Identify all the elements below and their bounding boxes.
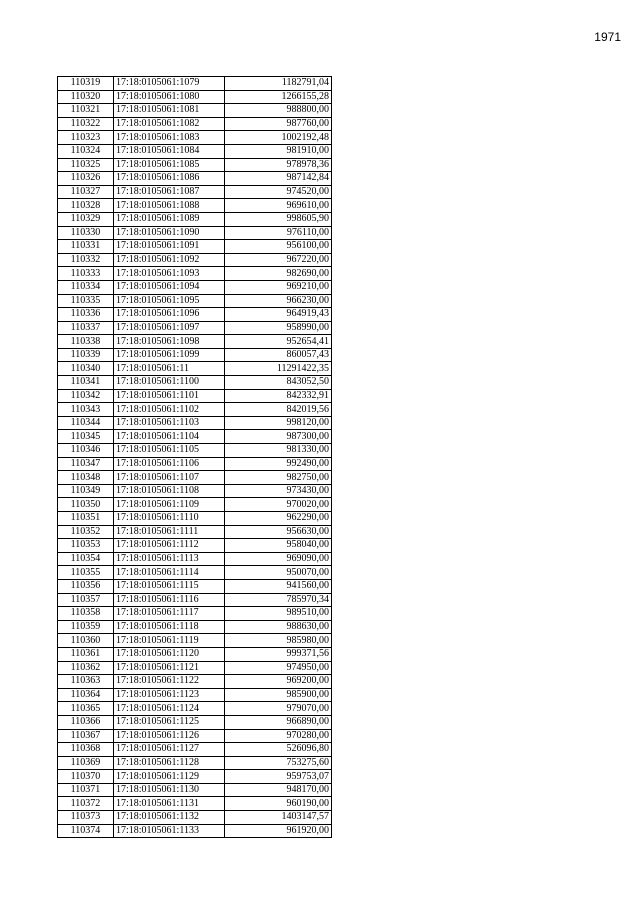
- row-id-cell: 110347: [58, 457, 114, 471]
- row-id-cell: 110322: [58, 117, 114, 131]
- cadastral-number-cell: 17:18:0105061:1105: [114, 444, 225, 458]
- row-id-cell: 110369: [58, 756, 114, 770]
- table-row: [58, 471, 332, 485]
- table-row: [58, 199, 332, 213]
- table-row: [58, 715, 332, 729]
- data-table: [57, 76, 332, 838]
- table-row: [58, 593, 332, 607]
- cadastral-number-cell: 17:18:0105061:1080: [114, 90, 225, 104]
- value-cell: 974520,00: [225, 185, 332, 199]
- cadastral-number-cell: 17:18:0105061:1124: [114, 702, 225, 716]
- cadastral-number-cell: 17:18:0105061:1087: [114, 185, 225, 199]
- row-id-cell: 110358: [58, 607, 114, 621]
- cadastral-number-cell: 17:18:0105061:1085: [114, 158, 225, 172]
- row-id-cell: 110359: [58, 620, 114, 634]
- row-id-cell: 110350: [58, 498, 114, 512]
- table-row: [58, 634, 332, 648]
- table-row: [58, 498, 332, 512]
- table-row: [58, 185, 332, 199]
- row-id-cell: 110333: [58, 267, 114, 281]
- row-id-cell: 110345: [58, 430, 114, 444]
- value-cell: 956630,00: [225, 525, 332, 539]
- table-row: [58, 743, 332, 757]
- cadastral-number-cell: 17:18:0105061:1098: [114, 335, 225, 349]
- value-cell: 970280,00: [225, 729, 332, 743]
- value-cell: 959753,07: [225, 770, 332, 784]
- value-cell: 976110,00: [225, 226, 332, 240]
- row-id-cell: 110320: [58, 90, 114, 104]
- row-id-cell: 110346: [58, 444, 114, 458]
- value-cell: 1403147,57: [225, 811, 332, 825]
- row-id-cell: 110363: [58, 675, 114, 689]
- value-cell: 960190,00: [225, 797, 332, 811]
- table-row: [58, 444, 332, 458]
- cadastral-number-cell: 17:18:0105061:1109: [114, 498, 225, 512]
- table-row: [58, 158, 332, 172]
- table-row: [58, 131, 332, 145]
- table-row: [58, 770, 332, 784]
- value-cell: 987142,84: [225, 172, 332, 186]
- row-id-cell: 110355: [58, 566, 114, 580]
- value-cell: 1266155,28: [225, 90, 332, 104]
- row-id-cell: 110370: [58, 770, 114, 784]
- row-id-cell: 110366: [58, 715, 114, 729]
- row-id-cell: 110342: [58, 389, 114, 403]
- row-id-cell: 110339: [58, 348, 114, 362]
- value-cell: 964919,43: [225, 308, 332, 322]
- cadastral-number-cell: 17:18:0105061:1093: [114, 267, 225, 281]
- value-cell: 1182791,04: [225, 77, 332, 91]
- value-cell: 982750,00: [225, 471, 332, 485]
- table-body: [58, 77, 332, 838]
- value-cell: 966230,00: [225, 294, 332, 308]
- cadastral-number-cell: 17:18:0105061:1104: [114, 430, 225, 444]
- row-id-cell: 110321: [58, 104, 114, 118]
- table-row: [58, 797, 332, 811]
- value-cell: 966890,00: [225, 715, 332, 729]
- value-cell: 967220,00: [225, 253, 332, 267]
- table-row: [58, 144, 332, 158]
- value-cell: 970020,00: [225, 498, 332, 512]
- cadastral-number-cell: 17:18:0105061:1106: [114, 457, 225, 471]
- value-cell: 11291422,35: [225, 362, 332, 376]
- row-id-cell: 110343: [58, 403, 114, 417]
- row-id-cell: 110361: [58, 647, 114, 661]
- value-cell: 988630,00: [225, 620, 332, 634]
- table-row: [58, 77, 332, 91]
- table-row: [58, 267, 332, 281]
- value-cell: 974950,00: [225, 661, 332, 675]
- table-row: [58, 824, 332, 838]
- value-cell: 989510,00: [225, 607, 332, 621]
- cadastral-number-cell: 17:18:0105061:1123: [114, 688, 225, 702]
- row-id-cell: 110360: [58, 634, 114, 648]
- row-id-cell: 110371: [58, 783, 114, 797]
- table-row: [58, 104, 332, 118]
- cadastral-number-cell: 17:18:0105061:1097: [114, 321, 225, 335]
- row-id-cell: 110351: [58, 512, 114, 526]
- row-id-cell: 110327: [58, 185, 114, 199]
- table-row: [58, 620, 332, 634]
- cadastral-number-cell: 17:18:0105061:1102: [114, 403, 225, 417]
- value-cell: 950070,00: [225, 566, 332, 580]
- value-cell: 988800,00: [225, 104, 332, 118]
- row-id-cell: 110348: [58, 471, 114, 485]
- row-id-cell: 110367: [58, 729, 114, 743]
- value-cell: 843052,50: [225, 376, 332, 390]
- value-cell: 962290,00: [225, 512, 332, 526]
- cadastral-number-cell: 17:18:0105061:1100: [114, 376, 225, 390]
- value-cell: 958040,00: [225, 539, 332, 553]
- value-cell: 842019,56: [225, 403, 332, 417]
- table-row: [58, 811, 332, 825]
- table-row: [58, 253, 332, 267]
- cadastral-number-cell: 17:18:0105061:1108: [114, 484, 225, 498]
- cadastral-number-cell: 17:18:0105061:1118: [114, 620, 225, 634]
- cadastral-number-cell: 17:18:0105061:1125: [114, 715, 225, 729]
- table-row: [58, 661, 332, 675]
- row-id-cell: 110372: [58, 797, 114, 811]
- table-row: [58, 240, 332, 254]
- table-row: [58, 362, 332, 376]
- table-row: [58, 539, 332, 553]
- cadastral-number-cell: 17:18:0105061:1112: [114, 539, 225, 553]
- value-cell: 753275,60: [225, 756, 332, 770]
- cadastral-number-cell: 17:18:0105061:1115: [114, 579, 225, 593]
- value-cell: 969200,00: [225, 675, 332, 689]
- row-id-cell: 110332: [58, 253, 114, 267]
- table-row: [58, 647, 332, 661]
- row-id-cell: 110352: [58, 525, 114, 539]
- page-number: 1971: [594, 30, 621, 44]
- table-row: [58, 607, 332, 621]
- cadastral-number-cell: 17:18:0105061:1129: [114, 770, 225, 784]
- row-id-cell: 110340: [58, 362, 114, 376]
- value-cell: 526096,80: [225, 743, 332, 757]
- row-id-cell: 110323: [58, 131, 114, 145]
- cadastral-number-cell: 17:18:0105061:1127: [114, 743, 225, 757]
- row-id-cell: 110337: [58, 321, 114, 335]
- row-id-cell: 110354: [58, 552, 114, 566]
- table-row: [58, 579, 332, 593]
- cadastral-number-cell: 17:18:0105061:1086: [114, 172, 225, 186]
- table-row: [58, 90, 332, 104]
- row-id-cell: 110330: [58, 226, 114, 240]
- row-id-cell: 110325: [58, 158, 114, 172]
- table-row: [58, 389, 332, 403]
- value-cell: 979070,00: [225, 702, 332, 716]
- row-id-cell: 110335: [58, 294, 114, 308]
- row-id-cell: 110341: [58, 376, 114, 390]
- row-id-cell: 110365: [58, 702, 114, 716]
- value-cell: 998120,00: [225, 416, 332, 430]
- cadastral-number-cell: 17:18:0105061:1113: [114, 552, 225, 566]
- cadastral-number-cell: 17:18:0105061:1121: [114, 661, 225, 675]
- cadastral-number-cell: 17:18:0105061:11: [114, 362, 225, 376]
- cadastral-number-cell: 17:18:0105061:1116: [114, 593, 225, 607]
- table-row: [58, 783, 332, 797]
- cadastral-number-cell: 17:18:0105061:1088: [114, 199, 225, 213]
- cadastral-number-cell: 17:18:0105061:1114: [114, 566, 225, 580]
- cadastral-number-cell: 17:18:0105061:1083: [114, 131, 225, 145]
- row-id-cell: 110326: [58, 172, 114, 186]
- row-id-cell: 110324: [58, 144, 114, 158]
- value-cell: 785970,34: [225, 593, 332, 607]
- table-row: [58, 566, 332, 580]
- row-id-cell: 110329: [58, 212, 114, 226]
- table-row: [58, 552, 332, 566]
- table-row: [58, 348, 332, 362]
- cadastral-number-cell: 17:18:0105061:1122: [114, 675, 225, 689]
- value-cell: 969210,00: [225, 280, 332, 294]
- cadastral-number-cell: 17:18:0105061:1090: [114, 226, 225, 240]
- table-row: [58, 376, 332, 390]
- value-cell: 978978,36: [225, 158, 332, 172]
- cadastral-number-cell: 17:18:0105061:1103: [114, 416, 225, 430]
- row-id-cell: 110364: [58, 688, 114, 702]
- cadastral-number-cell: 17:18:0105061:1117: [114, 607, 225, 621]
- table-row: [58, 756, 332, 770]
- row-id-cell: 110334: [58, 280, 114, 294]
- value-cell: 973430,00: [225, 484, 332, 498]
- value-cell: 961920,00: [225, 824, 332, 838]
- value-cell: 941560,00: [225, 579, 332, 593]
- row-id-cell: 110344: [58, 416, 114, 430]
- table-row: [58, 729, 332, 743]
- value-cell: 958990,00: [225, 321, 332, 335]
- cadastral-number-cell: 17:18:0105061:1126: [114, 729, 225, 743]
- cadastral-number-cell: 17:18:0105061:1082: [114, 117, 225, 131]
- cadastral-number-cell: 17:18:0105061:1111: [114, 525, 225, 539]
- value-cell: 981910,00: [225, 144, 332, 158]
- cadastral-number-cell: 17:18:0105061:1096: [114, 308, 225, 322]
- value-cell: 987300,00: [225, 430, 332, 444]
- cadastral-number-cell: 17:18:0105061:1132: [114, 811, 225, 825]
- value-cell: 969610,00: [225, 199, 332, 213]
- cadastral-number-cell: 17:18:0105061:1101: [114, 389, 225, 403]
- row-id-cell: 110374: [58, 824, 114, 838]
- value-cell: 985900,00: [225, 688, 332, 702]
- table-row: [58, 525, 332, 539]
- row-id-cell: 110373: [58, 811, 114, 825]
- value-cell: 969090,00: [225, 552, 332, 566]
- cadastral-number-cell: 17:18:0105061:1079: [114, 77, 225, 91]
- value-cell: 992490,00: [225, 457, 332, 471]
- value-cell: 842332,91: [225, 389, 332, 403]
- table-row: [58, 280, 332, 294]
- table-row: [58, 512, 332, 526]
- value-cell: 952654,41: [225, 335, 332, 349]
- table-row: [58, 117, 332, 131]
- value-cell: 981330,00: [225, 444, 332, 458]
- row-id-cell: 110368: [58, 743, 114, 757]
- row-id-cell: 110362: [58, 661, 114, 675]
- row-id-cell: 110319: [58, 77, 114, 91]
- cadastral-number-cell: 17:18:0105061:1092: [114, 253, 225, 267]
- value-cell: 985980,00: [225, 634, 332, 648]
- row-id-cell: 110336: [58, 308, 114, 322]
- table-row: [58, 675, 332, 689]
- value-cell: 999371,56: [225, 647, 332, 661]
- row-id-cell: 110331: [58, 240, 114, 254]
- cadastral-number-cell: 17:18:0105061:1131: [114, 797, 225, 811]
- cadastral-number-cell: 17:18:0105061:1130: [114, 783, 225, 797]
- value-cell: 956100,00: [225, 240, 332, 254]
- cadastral-number-cell: 17:18:0105061:1133: [114, 824, 225, 838]
- cadastral-number-cell: 17:18:0105061:1094: [114, 280, 225, 294]
- cadastral-number-cell: 17:18:0105061:1084: [114, 144, 225, 158]
- row-id-cell: 110356: [58, 579, 114, 593]
- table-row: [58, 212, 332, 226]
- table-row: [58, 403, 332, 417]
- table-row: [58, 457, 332, 471]
- cadastral-number-cell: 17:18:0105061:1107: [114, 471, 225, 485]
- row-id-cell: 110328: [58, 199, 114, 213]
- cadastral-number-cell: 17:18:0105061:1091: [114, 240, 225, 254]
- cadastral-number-cell: 17:18:0105061:1110: [114, 512, 225, 526]
- value-cell: 1002192,48: [225, 131, 332, 145]
- table-row: [58, 335, 332, 349]
- cadastral-number-cell: 17:18:0105061:1120: [114, 647, 225, 661]
- table-row: [58, 688, 332, 702]
- value-cell: 987760,00: [225, 117, 332, 131]
- cadastral-number-cell: 17:18:0105061:1128: [114, 756, 225, 770]
- table-row: [58, 294, 332, 308]
- row-id-cell: 110357: [58, 593, 114, 607]
- row-id-cell: 110349: [58, 484, 114, 498]
- table-row: [58, 226, 332, 240]
- cadastral-number-cell: 17:18:0105061:1119: [114, 634, 225, 648]
- value-cell: 860057,43: [225, 348, 332, 362]
- value-cell: 998605,90: [225, 212, 332, 226]
- table-row: [58, 172, 332, 186]
- table-row: [58, 484, 332, 498]
- table-row: [58, 430, 332, 444]
- table-row: [58, 416, 332, 430]
- row-id-cell: 110338: [58, 335, 114, 349]
- cadastral-number-cell: 17:18:0105061:1099: [114, 348, 225, 362]
- table-row: [58, 702, 332, 716]
- value-cell: 948170,00: [225, 783, 332, 797]
- cadastral-number-cell: 17:18:0105061:1095: [114, 294, 225, 308]
- row-id-cell: 110353: [58, 539, 114, 553]
- table-row: [58, 321, 332, 335]
- table-row: [58, 308, 332, 322]
- value-cell: 982690,00: [225, 267, 332, 281]
- cadastral-number-cell: 17:18:0105061:1089: [114, 212, 225, 226]
- cadastral-number-cell: 17:18:0105061:1081: [114, 104, 225, 118]
